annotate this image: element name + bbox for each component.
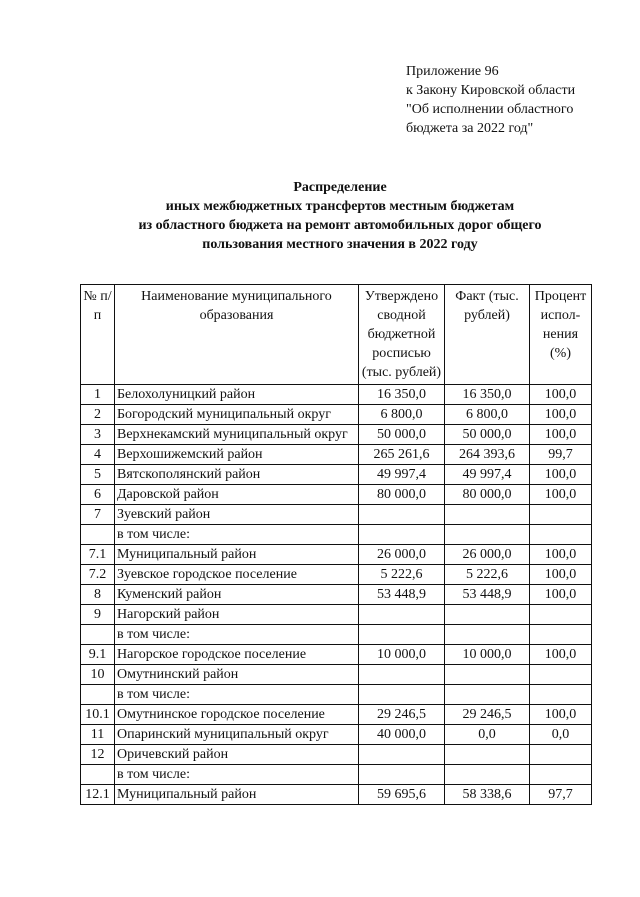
table-row <box>81 605 592 625</box>
document-title <box>80 178 600 254</box>
header-approved: Утверждено сводной бюджетной росписью (тыс. рублей) <box>359 285 445 385</box>
row-number <box>81 525 115 545</box>
table-row <box>81 505 592 525</box>
row-number: 10.1 <box>81 705 115 725</box>
row-fact: 80 000,0 <box>445 485 530 505</box>
row-name: Оричевский район <box>115 745 359 765</box>
row-percent: 100,0 <box>530 425 592 445</box>
row-approved <box>359 685 445 705</box>
row-name: Верхнекамский муниципальный округ <box>115 425 359 445</box>
row-approved <box>359 665 445 685</box>
row-percent: 100,0 <box>530 585 592 605</box>
row-name: Даровской район <box>115 485 359 505</box>
row-name: в том числе: <box>115 625 359 645</box>
row-name: в том числе: <box>115 525 359 545</box>
row-number <box>81 625 115 645</box>
table-row <box>81 785 592 805</box>
row-number: 10 <box>81 665 115 685</box>
row-name: Нагорское городское поселение <box>115 645 359 665</box>
row-number: 5 <box>81 465 115 485</box>
row-approved: 53 448,9 <box>359 585 445 605</box>
table-row <box>81 445 592 465</box>
row-approved <box>359 505 445 525</box>
table-row <box>81 545 592 565</box>
row-percent <box>530 605 592 625</box>
table-row <box>81 485 592 505</box>
row-name: в том числе: <box>115 685 359 705</box>
row-fact: 58 338,6 <box>445 785 530 805</box>
annex-line: бюджета за 2022 год" <box>406 121 534 136</box>
row-fact <box>445 605 530 625</box>
table-row <box>81 745 592 765</box>
row-name: Омутнинский район <box>115 665 359 685</box>
row-percent <box>530 625 592 645</box>
row-name: Зуевское городское поселение <box>115 565 359 585</box>
header-num: № п/п <box>81 285 115 385</box>
row-approved: 40 000,0 <box>359 725 445 745</box>
table-row <box>81 425 592 445</box>
table-body <box>81 385 592 805</box>
row-percent: 100,0 <box>530 705 592 725</box>
row-name: Муниципальный район <box>115 545 359 565</box>
row-fact <box>445 505 530 525</box>
row-percent: 100,0 <box>530 645 592 665</box>
row-name: Опаринский муниципальный округ <box>115 725 359 745</box>
row-number: 1 <box>81 385 115 405</box>
table-row <box>81 765 592 785</box>
row-percent <box>530 505 592 525</box>
row-name: в том числе: <box>115 765 359 785</box>
row-approved: 26 000,0 <box>359 545 445 565</box>
row-number: 8 <box>81 585 115 605</box>
row-approved <box>359 525 445 545</box>
row-fact <box>445 765 530 785</box>
row-fact: 26 000,0 <box>445 545 530 565</box>
row-approved <box>359 765 445 785</box>
row-number: 4 <box>81 445 115 465</box>
row-name: Куменский район <box>115 585 359 605</box>
row-fact: 50 000,0 <box>445 425 530 445</box>
row-approved: 5 222,6 <box>359 565 445 585</box>
row-fact: 264 393,6 <box>445 445 530 465</box>
row-number: 6 <box>81 485 115 505</box>
row-number: 9.1 <box>81 645 115 665</box>
row-number <box>81 685 115 705</box>
row-percent <box>530 745 592 765</box>
row-approved: 50 000,0 <box>359 425 445 445</box>
row-percent: 100,0 <box>530 385 592 405</box>
row-name: Верхошижемский район <box>115 445 359 465</box>
row-name: Омутнинское городское поселение <box>115 705 359 725</box>
row-number: 11 <box>81 725 115 745</box>
table-row <box>81 685 592 705</box>
row-approved: 59 695,6 <box>359 785 445 805</box>
annex-block <box>406 62 575 138</box>
row-approved: 29 246,5 <box>359 705 445 725</box>
row-number <box>81 765 115 785</box>
row-fact: 53 448,9 <box>445 585 530 605</box>
table-row <box>81 705 592 725</box>
table-row <box>81 385 592 405</box>
row-percent <box>530 525 592 545</box>
table-row <box>81 565 592 585</box>
title-line: иных межбюджетных трансфертов местным бюджетам <box>165 199 515 214</box>
row-percent: 100,0 <box>530 565 592 585</box>
title-line: Распределение <box>293 180 387 195</box>
row-approved <box>359 625 445 645</box>
annex-line: Приложение 96 <box>406 64 499 79</box>
row-percent <box>530 765 592 785</box>
table-row <box>81 665 592 685</box>
row-approved <box>359 605 445 625</box>
row-name: Белохолуницкий район <box>115 385 359 405</box>
table-row <box>81 625 592 645</box>
row-approved: 265 261,6 <box>359 445 445 465</box>
row-fact <box>445 665 530 685</box>
row-name: Нагорский район <box>115 605 359 625</box>
row-percent: 100,0 <box>530 405 592 425</box>
row-percent: 0,0 <box>530 725 592 745</box>
row-percent: 100,0 <box>530 465 592 485</box>
header-fact: Факт (тыс. рублей) <box>445 285 530 385</box>
table-row <box>81 725 592 745</box>
header-percent: Процент испол-нения (%) <box>530 285 592 385</box>
row-approved: 49 997,4 <box>359 465 445 485</box>
row-number: 12.1 <box>81 785 115 805</box>
row-name: Вятскополянский район <box>115 465 359 485</box>
row-number: 7 <box>81 505 115 525</box>
row-name: Богородский муниципальный округ <box>115 405 359 425</box>
table-row <box>81 405 592 425</box>
header-name: Наименование муниципального образования <box>115 285 359 385</box>
row-approved: 16 350,0 <box>359 385 445 405</box>
row-percent <box>530 665 592 685</box>
row-number: 7.2 <box>81 565 115 585</box>
row-percent <box>530 685 592 705</box>
row-number: 12 <box>81 745 115 765</box>
annex-line: к Закону Кировской области <box>406 83 576 98</box>
row-fact: 6 800,0 <box>445 405 530 425</box>
row-fact: 10 000,0 <box>445 645 530 665</box>
row-fact <box>445 525 530 545</box>
row-number: 2 <box>81 405 115 425</box>
row-number: 3 <box>81 425 115 445</box>
table-row <box>81 645 592 665</box>
row-fact <box>445 685 530 705</box>
row-percent: 100,0 <box>530 485 592 505</box>
table-row <box>81 585 592 605</box>
row-name: Муниципальный район <box>115 785 359 805</box>
row-fact: 5 222,6 <box>445 565 530 585</box>
row-fact: 16 350,0 <box>445 385 530 405</box>
row-percent: 97,7 <box>530 785 592 805</box>
transfers-table <box>80 284 592 805</box>
row-fact: 0,0 <box>445 725 530 745</box>
row-approved: 80 000,0 <box>359 485 445 505</box>
row-fact: 29 246,5 <box>445 705 530 725</box>
row-approved: 10 000,0 <box>359 645 445 665</box>
row-percent: 99,7 <box>530 445 592 465</box>
table-row <box>81 465 592 485</box>
row-approved <box>359 745 445 765</box>
row-fact: 49 997,4 <box>445 465 530 485</box>
row-approved: 6 800,0 <box>359 405 445 425</box>
annex-line: "Об исполнении областного <box>406 102 574 117</box>
row-number: 7.1 <box>81 545 115 565</box>
row-percent: 100,0 <box>530 545 592 565</box>
table-row <box>81 525 592 545</box>
row-number: 9 <box>81 605 115 625</box>
row-fact <box>445 625 530 645</box>
row-fact <box>445 745 530 765</box>
title-line: пользования местного значения в 2022 году <box>202 237 478 252</box>
row-name: Зуевский район <box>115 505 359 525</box>
header-row <box>81 285 592 385</box>
title-line: из областного бюджета на ремонт автомобильных дорог общего <box>138 218 542 233</box>
